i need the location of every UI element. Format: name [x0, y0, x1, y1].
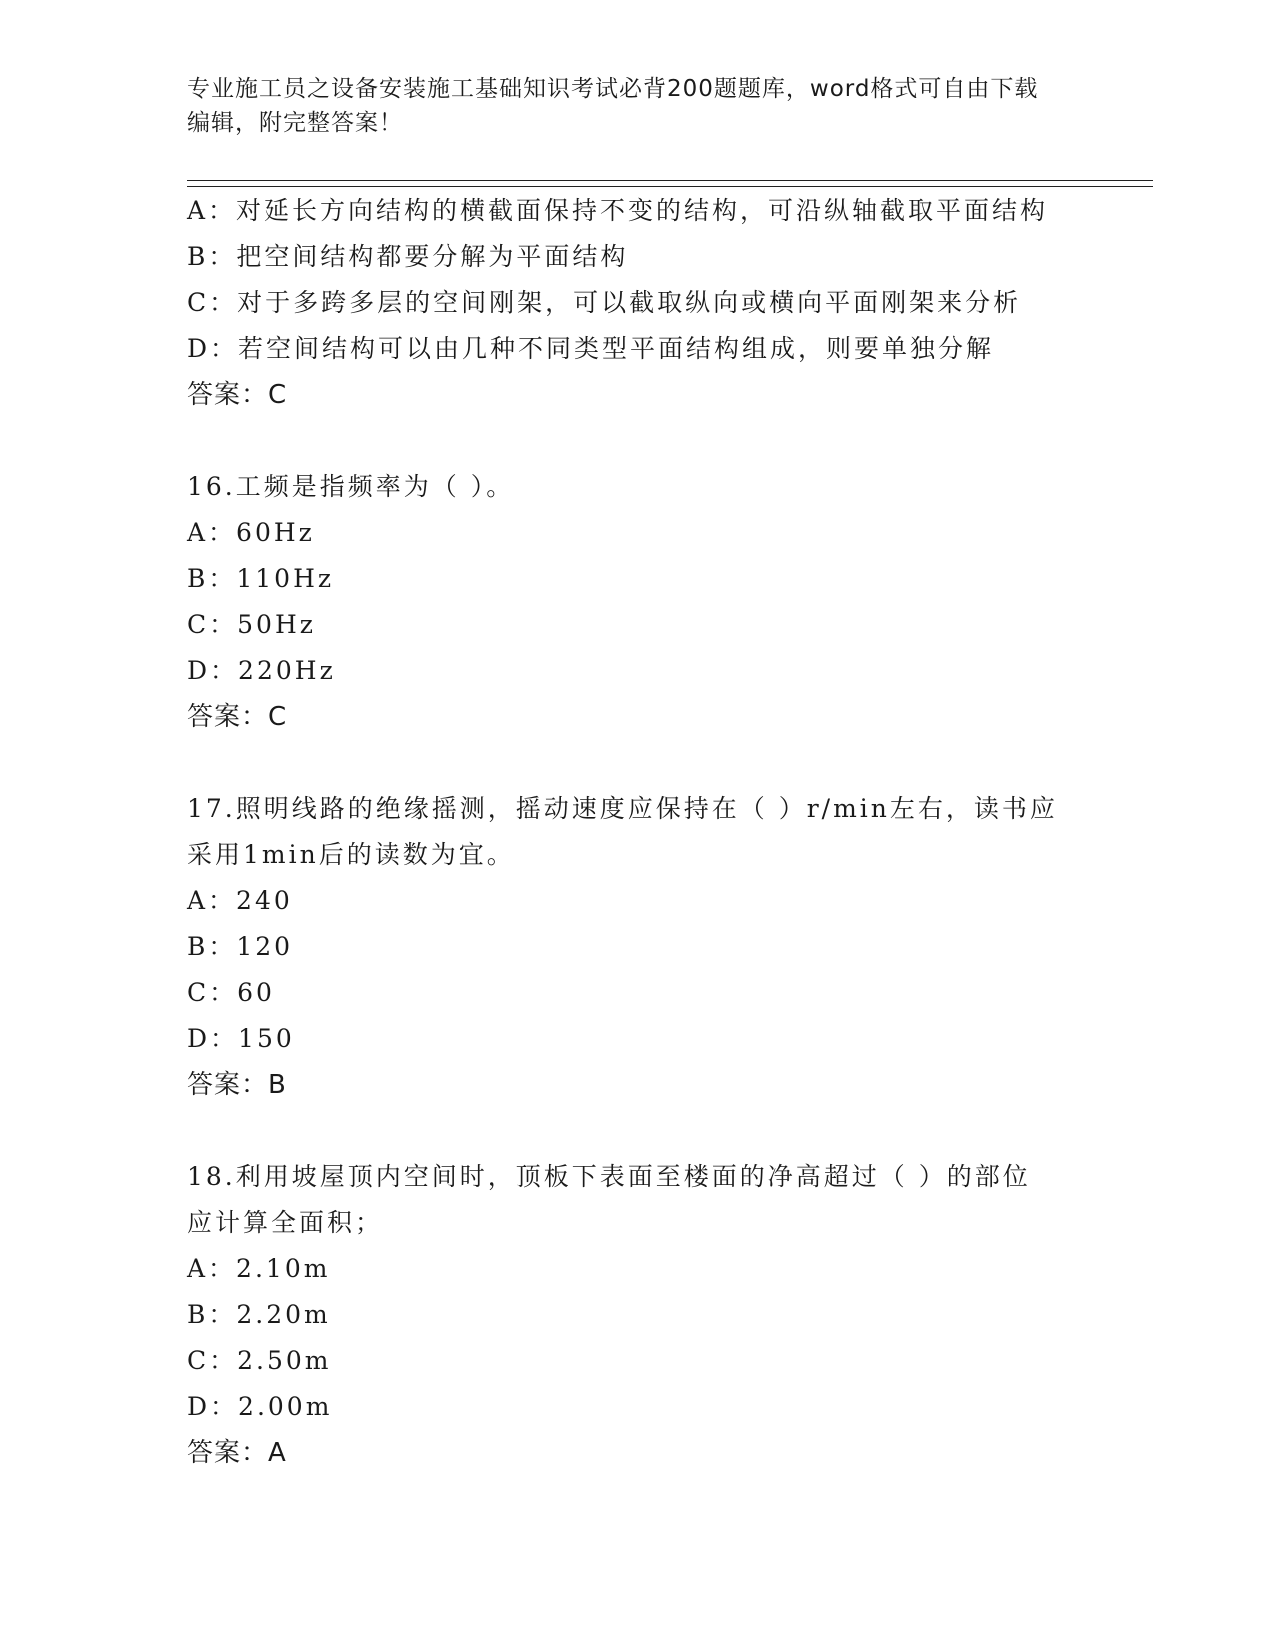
option-d: D：若空间结构可以由几种不同类型平面结构组成，则要单独分解 — [187, 334, 995, 363]
option-c: C：2.50m — [187, 1346, 332, 1375]
question-stem-line-1: 18.利用坡屋顶内空间时，顶板下表面至楼面的净高超过（ ）的部位 — [187, 1162, 1031, 1191]
question-list — [187, 188, 1087, 1476]
answer: 答案：B — [187, 1070, 287, 1100]
option-a: A：240 — [187, 886, 293, 915]
option-d: D：220Hz — [187, 656, 336, 685]
answer: 答案：A — [187, 1438, 287, 1468]
document-header — [187, 72, 1087, 140]
question-stem: 16.工频是指频率为（ ）。 — [187, 472, 515, 501]
question-15-tail — [187, 188, 1087, 418]
question-17 — [187, 786, 1087, 1108]
option-b: B：把空间结构都要分解为平面结构 — [187, 242, 629, 271]
option-d: D：150 — [187, 1024, 295, 1053]
option-a: A：对延长方向结构的横截面保持不变的结构，可沿纵轴截取平面结构 — [187, 196, 1049, 225]
question-16 — [187, 464, 1087, 740]
option-c: C：50Hz — [187, 610, 316, 639]
question-stem-line-2: 应计算全面积； — [187, 1208, 384, 1237]
header-divider-bottom — [187, 186, 1153, 187]
question-stem-line-2: 采用1min后的读数为宜。 — [187, 840, 515, 869]
header-line-2: 编辑，附完整答案！ — [187, 110, 403, 136]
header-line-1: 专业施工员之设备安装施工基础知识考试必背200题题库，word格式可自由下载 — [187, 76, 1039, 102]
answer: 答案：C — [187, 380, 288, 410]
header-divider-top — [187, 180, 1153, 181]
option-c: C：60 — [187, 978, 275, 1007]
question-stem-line-1: 17.照明线路的绝缘摇测，摇动速度应保持在（ ）r/min左右，读书应 — [187, 794, 1058, 823]
option-b: B：2.20m — [187, 1300, 331, 1329]
option-d: D：2.00m — [187, 1392, 333, 1421]
option-a: A：60Hz — [187, 518, 315, 547]
option-c: C：对于多跨多层的空间刚架，可以截取纵向或横向平面刚架来分析 — [187, 288, 1022, 317]
question-18 — [187, 1154, 1087, 1476]
answer: 答案：C — [187, 702, 288, 732]
option-a: A：2.10m — [187, 1254, 331, 1283]
option-b: B：120 — [187, 932, 294, 961]
option-b: B：110Hz — [187, 564, 335, 593]
